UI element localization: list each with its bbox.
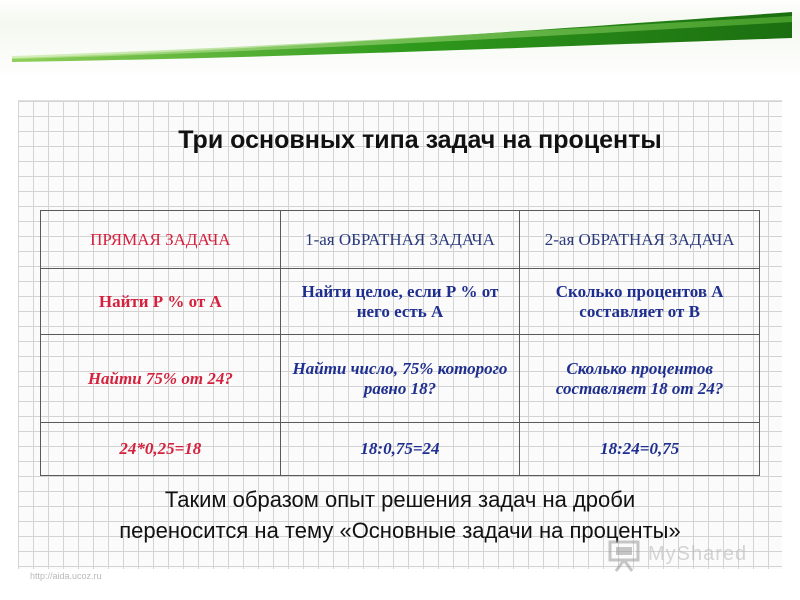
- table-cell: 18:0,75=24: [280, 423, 520, 476]
- table-cell: Найти 75% от 24?: [41, 335, 281, 423]
- green-wave-banner: [12, 12, 792, 62]
- table-cell: 24*0,25=18: [41, 423, 281, 476]
- watermark: [606, 538, 776, 572]
- table-row: [41, 423, 760, 476]
- task-types-table: [40, 210, 760, 476]
- table-row: [41, 269, 760, 335]
- table-cell: Найти Р % от А: [41, 269, 281, 335]
- conclusion-line-2: переносится на тему «Основные задачи на проценты»: [119, 518, 681, 543]
- table-cell: 18:24=0,75: [520, 423, 760, 476]
- page-title: Три основных типа задач на проценты: [178, 126, 662, 154]
- conclusion-line-1: Таким образом опыт решения задач на дроби: [164, 487, 636, 512]
- source-url: http://aida.ucoz.ru: [30, 571, 102, 581]
- table-cell: Найти целое, если Р % от него есть А: [280, 269, 520, 335]
- table-cell: Сколько процентов А составляет от В: [520, 269, 760, 335]
- watermark-text: MyShared: [648, 543, 748, 565]
- table-header-row: [41, 211, 760, 269]
- table-row: [41, 335, 760, 423]
- table-cell: Сколько процентов составляет 18 от 24?: [520, 335, 760, 423]
- header-direct-task: ПРЯМАЯ ЗАДАЧА: [41, 211, 281, 269]
- conclusion-text: [0, 484, 800, 546]
- table-cell: Найти число, 75% которого равно 18?: [280, 335, 520, 423]
- header-inverse-task-2: 2-ая ОБРАТНАЯ ЗАДАЧА: [520, 211, 760, 269]
- header-inverse-task-1: 1-ая ОБРАТНАЯ ЗАДАЧА: [280, 211, 520, 269]
- presentation-icon: [606, 538, 642, 572]
- top-banner: [0, 0, 800, 80]
